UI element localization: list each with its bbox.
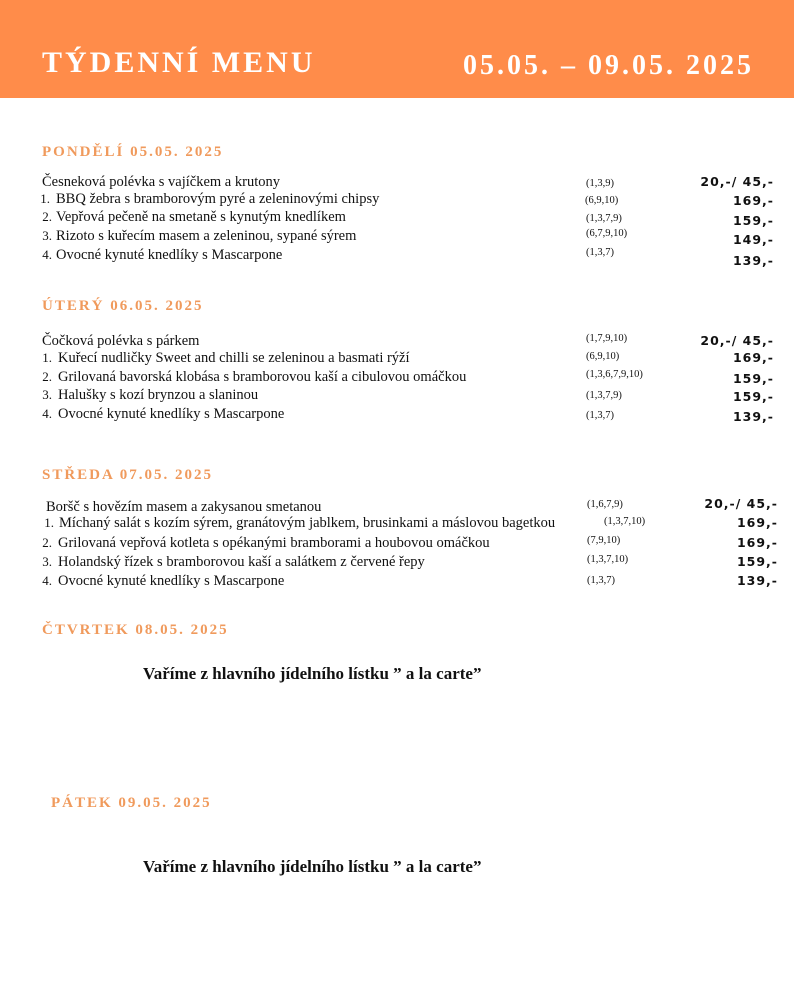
- item-allergens: (1,3,7): [587, 575, 615, 586]
- item-name: Míchaný salát s kozím sýrem, granátovým jablkem, brusinkami a máslovou bagetkou: [59, 515, 556, 531]
- menu-title: TÝDENNÍ MENU: [42, 46, 316, 79]
- item-allergens: (1,6,7,9): [587, 499, 623, 510]
- item-price: 169,-: [736, 515, 778, 530]
- item-number: 2.: [42, 535, 52, 550]
- item-allergens: (7,9,10): [587, 535, 621, 546]
- menu-item: [0, 553, 794, 571]
- item-number: 4.: [42, 247, 52, 262]
- item-name: Holandský řízek s bramborovou kaší a salátkem z červené řepy: [58, 554, 425, 570]
- item-name: Ovocné kynuté knedlíky s Mascarpone: [58, 406, 285, 422]
- menu-item: [0, 208, 794, 226]
- friday-note: Vaříme z hlavního jídelního lístku ” a la carte”: [143, 857, 482, 876]
- item-number: 1.: [40, 191, 50, 206]
- item-allergens: (1,3,7): [586, 247, 614, 258]
- day-heading-wednesday: STŘEDA 07.05. 2025: [42, 467, 214, 483]
- item-price: 159,-: [732, 371, 774, 386]
- day-heading-thursday: ČTVRTEK 08.05. 2025: [42, 622, 229, 638]
- item-number: 2.: [42, 209, 52, 224]
- menu-item: [0, 386, 794, 404]
- menu-item: [0, 572, 794, 590]
- item-number: 4.: [42, 406, 52, 421]
- item-name: Grilovaná vepřová kotleta s opékanými bramborami a houbovou omáčkou: [58, 535, 490, 551]
- menu-item: [0, 368, 794, 386]
- item-allergens: (1,3,7,9): [586, 213, 622, 224]
- item-name: Vepřová pečeně na smetaně s kynutým knedlíkem: [56, 209, 346, 225]
- item-price: 20,-/ 45,-: [700, 174, 774, 189]
- item-allergens: (1,3,7): [586, 410, 614, 421]
- item-name: Grilovaná bavorská klobása s bramborovou kaší a cibulovou omáčkou: [58, 369, 467, 385]
- item-allergens: (6,7,9,10): [586, 228, 628, 239]
- item-price: 159,-: [736, 554, 778, 569]
- item-number: 3.: [42, 554, 52, 569]
- menu-item: [0, 349, 794, 367]
- item-price: 149,-: [732, 232, 774, 247]
- menu-item: [0, 190, 794, 208]
- menu-item: [0, 534, 794, 552]
- item-name: Čočková polévka s párkem: [42, 333, 200, 349]
- item-number: 3.: [42, 228, 52, 243]
- day-heading-tuesday: ÚTERÝ 06.05. 2025: [42, 298, 204, 314]
- menu-item: [0, 405, 794, 423]
- item-name: Česneková polévka s vajíčkem a krutony: [42, 174, 280, 190]
- item-name: Ovocné kynuté knedlíky s Mascarpone: [56, 247, 283, 263]
- day-heading-friday: PÁTEK 09.05. 2025: [51, 795, 212, 811]
- day-heading-monday: PONDĚLÍ 05.05. 2025: [42, 144, 224, 160]
- item-allergens: (1,3,7,9): [586, 390, 622, 401]
- item-name: Kuřecí nudličky Sweet and chilli se zeleninou a basmati rýží: [58, 350, 410, 366]
- menu-item-soup: [0, 173, 794, 191]
- item-name: Boršč s hovězím masem a zakysanou smetanou: [46, 499, 322, 515]
- item-name: BBQ žebra s bramborovým pyré a zeleninovými chipsy: [56, 191, 380, 207]
- item-name: Halušky s kozí brynzou a slaninou: [58, 387, 259, 403]
- item-allergens: (1,3,9): [586, 178, 614, 189]
- item-allergens: (6,9,10): [586, 351, 620, 362]
- menu-item: [0, 246, 794, 268]
- item-price: 159,-: [732, 389, 774, 404]
- item-allergens: (6,9,10): [585, 195, 619, 206]
- item-allergens: (1,7,9,10): [586, 333, 628, 344]
- item-name: Ovocné kynuté knedlíky s Mascarpone: [58, 573, 285, 589]
- header-banner: [0, 0, 794, 98]
- item-number: 3.: [42, 387, 52, 402]
- item-price: 169,-: [736, 535, 778, 550]
- item-price: 139,-: [736, 573, 778, 588]
- item-price: 139,-: [732, 253, 774, 268]
- item-price: 139,-: [732, 409, 774, 424]
- item-allergens: (1,3,7,10): [604, 516, 646, 527]
- menu-item: [0, 514, 794, 532]
- thursday-note: Vaříme z hlavního jídelního lístku ” a la carte”: [143, 664, 482, 683]
- item-name: Rizoto s kuřecím masem a zeleninou, sypané sýrem: [56, 228, 357, 244]
- item-allergens: (1,3,6,7,9,10): [586, 369, 643, 380]
- item-number: 4.: [42, 573, 52, 588]
- item-price: 159,-: [732, 213, 774, 228]
- menu-date-range: 05.05. – 09.05. 2025: [463, 50, 754, 81]
- item-price: 20,-/ 45,-: [700, 333, 774, 348]
- item-price: 20,-/ 45,-: [704, 496, 778, 511]
- item-number: 2.: [42, 369, 52, 384]
- item-price: 169,-: [732, 193, 774, 208]
- menu-item: [0, 227, 794, 245]
- menu-item-soup: [0, 332, 794, 350]
- item-number: 1.: [42, 350, 52, 365]
- item-number: 1.: [44, 515, 54, 530]
- item-price: 169,-: [732, 350, 774, 365]
- item-allergens: (1,3,7,10): [587, 554, 629, 565]
